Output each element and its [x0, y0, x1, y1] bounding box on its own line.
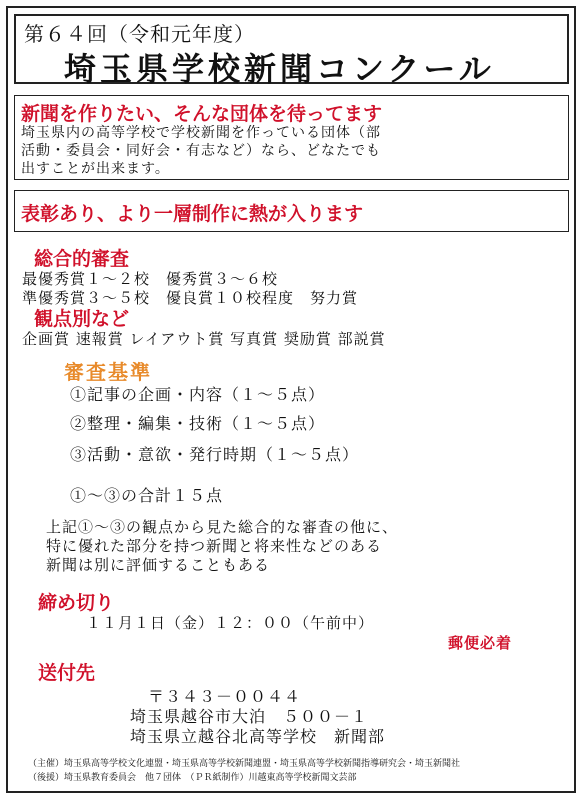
recruit-box: [14, 95, 569, 180]
criteria-item-3: ③活動・意欲・発行時期（１～５点）: [70, 445, 360, 464]
criteria-heading: 審査基準: [64, 360, 152, 384]
address-heading: 送付先: [38, 662, 96, 684]
recruit-line: 埼玉県内の高等学校で学校新聞を作っている団体（部: [21, 125, 381, 141]
recruit-text: [21, 124, 561, 178]
criteria-note-3: 新聞は別に評価することもある: [46, 556, 271, 574]
title-main: 埼玉県学校新聞コンクール: [64, 50, 495, 88]
footer-supporters: （後援）埼玉県教育委員会 他７団体 （ＰＲ紙制作）川越東高等学校新聞文芸部: [28, 773, 357, 783]
title-edition: 第６４回（令和元年度）: [24, 22, 255, 46]
address-recipient: 埼玉県立越谷北高等学校 新聞部: [130, 727, 386, 746]
viewpoint-heading: 観点別など: [34, 308, 130, 330]
overall-line-1: 最優秀賞１～２校 優秀賞３～６校: [22, 270, 279, 288]
criteria-item-1: ①記事の企画・内容（１～５点）: [70, 385, 326, 404]
recruit-line: 活動・委員会・同好会・有志など）なら、どなたでも: [21, 143, 381, 159]
recruit-line: 出すことが出来ます。: [21, 161, 170, 177]
criteria-note-1: 上記①～③の観点から見た総合的な審査の他に、: [46, 518, 399, 536]
address-postal: 〒３４３－００４４: [148, 687, 302, 706]
deadline-date: １１月１日（金）１２：００（午前中）: [86, 614, 375, 632]
address-street: 埼玉県越谷市大泊 ５００－１: [130, 707, 369, 726]
award-box: [14, 190, 569, 232]
overall-line-2: 準優秀賞３～５校 優良賞１０校程度 努力賞: [22, 289, 359, 307]
criteria-total: ①～③の合計１５点: [70, 486, 224, 505]
deadline-note: 郵便必着: [448, 634, 513, 652]
deadline-heading: 締め切り: [38, 592, 115, 614]
overall-heading: 総合的審査: [34, 248, 130, 270]
criteria-note-2: 特に優れた部分を持つ新聞と将来性などのある: [46, 537, 383, 555]
award-heading: 表彰あり、より一層制作に熱が入ります: [21, 203, 364, 225]
title-box: [14, 14, 569, 88]
footer-organizers: （主催）埼玉県高等学校文化連盟・埼玉県高等学校新聞連盟・埼玉県高等学校新聞指導研究会・埼玉新聞社: [28, 759, 461, 769]
recruit-heading: 新聞を作りたい、そんな団体を待ってます: [21, 103, 383, 125]
criteria-item-2: ②整理・編集・技術（１～５点）: [70, 414, 326, 433]
viewpoint-line: 企画賞 速報賞 レイアウト賞 写真賞 奨励賞 部説賞: [22, 330, 386, 348]
